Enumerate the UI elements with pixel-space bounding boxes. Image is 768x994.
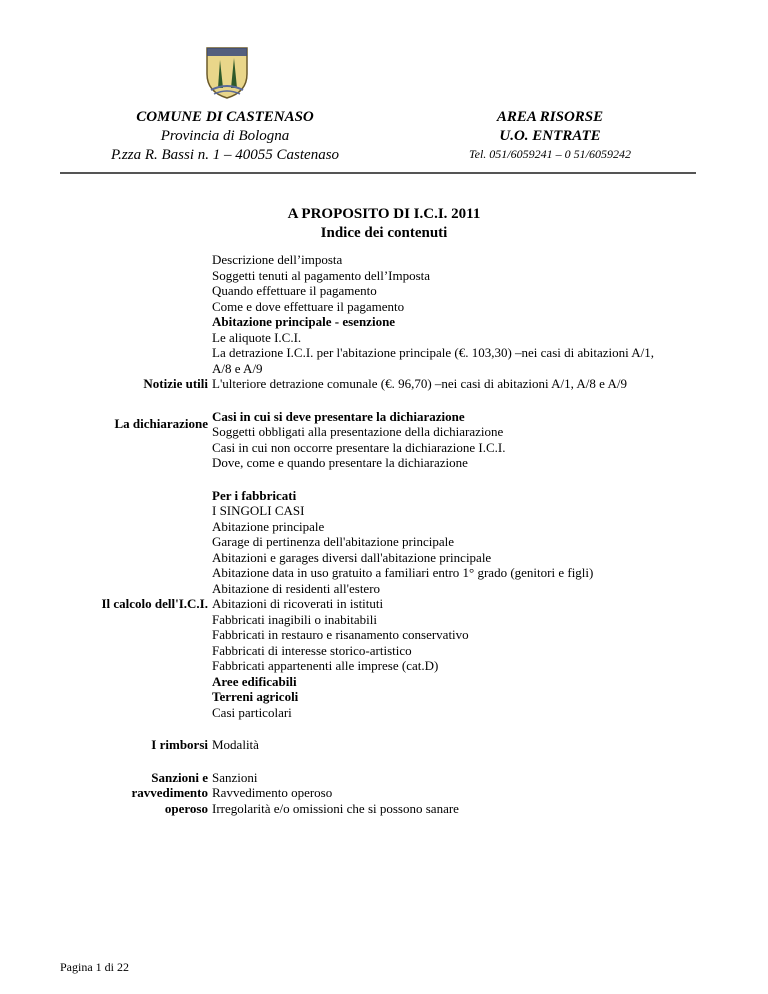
toc-item[interactable]: Le aliquote I.C.I. [212,329,302,345]
header-divider [60,172,696,174]
toc-item[interactable]: Fabbricati inagibili o inabitabili [212,611,377,627]
title-subtitle: Indice dei contenuti [320,225,448,241]
phone-numbers: Tel. 051/6059241 – 0 51/6059242 [469,147,631,161]
toc-item[interactable]: Irregolarità e/o omissioni che si possono sanare [212,800,459,816]
toc-section-rimborsi [60,737,710,753]
unit-name: U.O. ENTRATE [499,128,601,144]
toc-item[interactable]: Modalità [212,737,259,752]
toc-item[interactable]: Casi in cui si deve presentare la dichiarazione [212,408,465,424]
toc-section-sanzioni [60,770,710,817]
section-label: Notizie utili [143,376,208,391]
toc-item[interactable]: L'ulteriore detrazione comunale (€. 96,70) –nei casi di abitazioni A/1, A/8 e A/9 [212,376,627,391]
toc-item[interactable]: Fabbricati in restauro e risanamento conservativo [212,627,469,642]
toc-item[interactable]: Sanzioni [212,769,258,785]
section-label: Sanzioni e ravvedimento operoso [131,769,208,816]
toc-item[interactable]: Dove, come e quando presentare la dichiarazione [212,455,468,470]
section-items [212,488,672,721]
toc-item[interactable]: Fabbricati appartenenti alle imprese (cat.D) [212,658,439,673]
toc-item[interactable]: Abitazioni di ricoverati in istituti [212,596,384,611]
toc-item[interactable]: Per i fabbricati [212,487,297,503]
toc-section-dichiarazione [60,409,710,471]
municipality-name: COMUNE DI CASTENASO [136,109,314,125]
document-title [0,205,768,243]
toc-item[interactable]: Abitazioni e garages diversi dall'abitazione principale [212,549,492,565]
toc-item[interactable]: Abitazione di residenti all'estero [212,580,381,596]
section-label: I rimborsi [151,737,208,752]
toc-item[interactable]: Soggetti obbligati alla presentazione della dichiarazione [212,424,504,439]
header-left-block [60,108,390,165]
section-items [212,252,672,392]
toc-item[interactable]: Fabbricati di interesse storico-artistico [212,642,412,658]
toc-item[interactable]: Aree edificabili [212,673,297,689]
province-name: Provincia di Bologna [160,128,290,144]
toc-item[interactable]: Quando effettuare il pagamento [212,283,377,298]
toc-item[interactable]: Descrizione dell’imposta [212,252,343,267]
toc-item[interactable]: I SINGOLI CASI [212,503,305,518]
municipal-crest-logo [202,44,252,100]
page-number: Pagina 1 di 22 [60,960,129,974]
toc-section-notizie [60,252,710,392]
section-items [212,409,672,471]
toc-item[interactable]: Casi particolari [212,704,292,720]
title-main: A PROPOSITO DI I.C.I. 2011 [287,206,481,222]
toc-item[interactable]: Abitazione data in uso gratuito a familiari entro 1° grado (genitori e figli) [212,565,594,580]
toc-item[interactable]: Soggetti tenuti al pagamento dell’Imposta [212,267,431,283]
toc-item[interactable]: Abitazione principale - esenzione [212,314,396,329]
toc-section-calcolo [60,488,710,721]
toc-item[interactable]: La detrazione I.C.I. per l'abitazione principale (€. 103,30) –nei casi di abitazioni A/1, A/8 e A/9 [212,345,655,376]
section-label: Il calcolo dell'I.C.I. [101,596,208,611]
toc-item[interactable]: Terreni agricoli [212,689,299,704]
toc-item[interactable]: Ravvedimento operoso [212,785,333,800]
section-items [212,737,672,753]
toc-item[interactable]: Garage di pertinenza dell'abitazione principale [212,534,454,549]
municipality-address: P.zza R. Bassi n. 1 – 40055 Castenaso [110,147,340,163]
table-of-contents [60,252,710,833]
area-name: AREA RISORSE [496,109,604,125]
toc-item[interactable]: Abitazione principale [212,518,325,534]
toc-item[interactable]: Come e dove effettuare il pagamento [212,298,405,314]
toc-item[interactable]: Casi in cui non occorre presentare la dichiarazione I.C.I. [212,439,506,455]
header-right-block [420,108,680,162]
section-items [212,770,672,817]
section-label: La dichiarazione [114,415,208,431]
